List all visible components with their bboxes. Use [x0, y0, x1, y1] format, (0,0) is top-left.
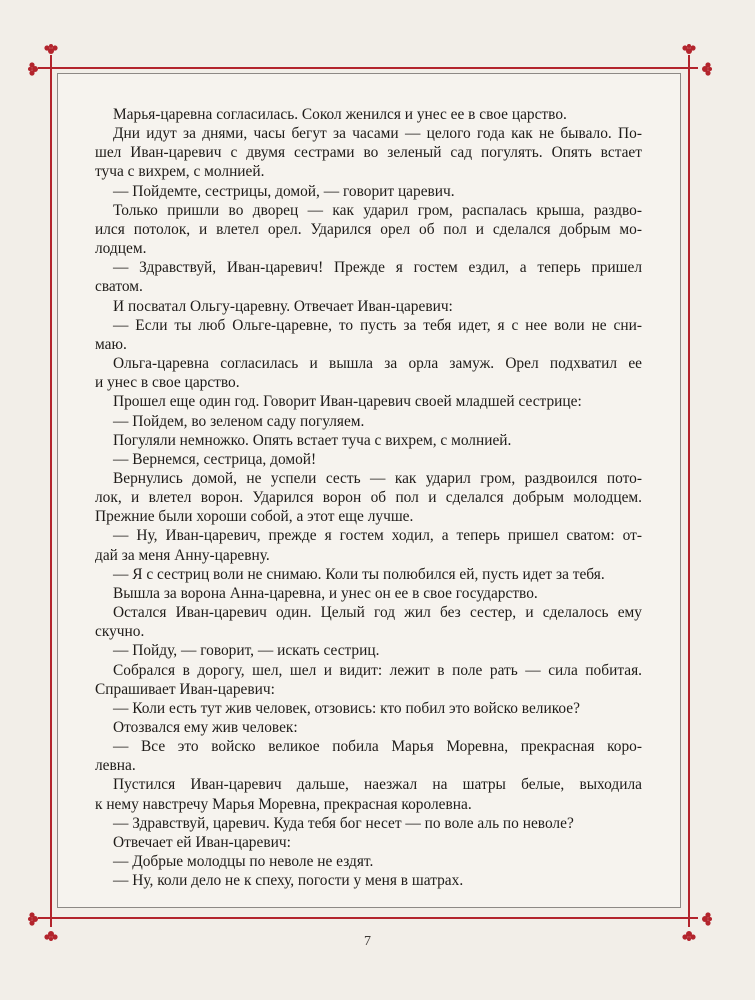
paragraph	[95, 603, 642, 641]
paragraph	[95, 124, 642, 181]
ornament-icon	[26, 60, 44, 78]
paragraph	[95, 182, 642, 201]
paragraph	[95, 412, 642, 431]
paragraph	[95, 775, 642, 813]
paragraph	[95, 699, 642, 718]
text-line: Пустился Иван-царевич дальше, наезжал на шатры белые, выходила	[113, 776, 642, 794]
paragraph	[95, 737, 642, 775]
paragraph	[95, 871, 642, 890]
paragraph	[95, 450, 642, 469]
text-line: и унес в свое царство.	[95, 374, 240, 392]
text-line: — Вернемся, сестрица, домой!	[113, 450, 317, 468]
text-line: Ольга-царевна согласилась и вышла за орла замуж. Орел подхватил ее	[113, 355, 642, 373]
text-line: туча с вихрем, с молнией.	[95, 163, 265, 181]
text-line: — Я с сестриц воли не снимаю. Коли ты полюбился ей, пусть идет за тебя.	[113, 565, 605, 583]
text-line: Остался Иван-царевич один. Целый год жил без сестер, и сделалось ему	[113, 604, 642, 622]
ornament-icon	[680, 42, 698, 60]
frame-line-top	[38, 67, 698, 69]
text-line: — Пойду, — говорит, — искать сестриц.	[113, 642, 380, 660]
frame-line-left	[50, 55, 52, 927]
text-line: левна.	[95, 757, 136, 775]
paragraph	[95, 814, 642, 833]
text-line: Только пришли во дворец — как ударил гром, распалась крыша, раздво-	[113, 201, 642, 219]
ornament-icon	[42, 42, 60, 60]
paragraph	[95, 833, 642, 852]
page-number: 7	[364, 934, 371, 949]
text-line: Собрался в дорогу, шел, шел и видит: лежит в поле рать — сила побитая.	[113, 661, 642, 679]
text-line: сватом.	[95, 278, 143, 296]
paragraph	[95, 316, 642, 354]
text-line: И посватал Ольгу-царевну. Отвечает Иван-царевич:	[113, 297, 453, 315]
ornament-icon	[696, 60, 714, 78]
frame-line-bottom	[38, 917, 698, 919]
text-line: Дни идут за днями, часы бегут за часами — целого года как не бывало. По-	[113, 125, 642, 143]
text-line: Марья-царевна согласилась. Сокол женился и унес ее в свое царство.	[113, 106, 567, 123]
text-line: шел Иван-царевич с двумя сестрами во зеленый сад погулять. Опять встает	[95, 144, 642, 162]
text-line: — Здравствуй, Иван-царевич! Прежде я гостем ездил, а теперь пришел	[113, 259, 642, 277]
text-line: — Если ты люб Ольге-царевне, то пусть за тебя идет, я с нее воли не сни-	[113, 316, 642, 334]
text-line: маю.	[95, 335, 127, 353]
paragraph	[95, 718, 642, 737]
paragraph	[95, 641, 642, 660]
paragraph	[95, 258, 642, 296]
paragraph	[95, 201, 642, 258]
text-line: лодцем.	[95, 240, 147, 258]
text-line: — Пойдемте, сестрицы, домой, — говорит царевич.	[113, 182, 455, 200]
text-line: — Здравствуй, царевич. Куда тебя бог несет — по воле аль по неволе?	[113, 814, 574, 832]
ornament-icon	[680, 925, 698, 943]
text-line: — Ну, Иван-царевич, прежде я гостем ходил, а теперь пришел сватом: от-	[113, 527, 642, 545]
paragraph	[95, 469, 642, 526]
text-line: — Все это войско великое побила Марья Моревна, прекрасная коро-	[113, 738, 642, 756]
text-line: Погуляли немножко. Опять встает туча с вихрем, с молнией.	[113, 431, 512, 449]
text-line: — Ну, коли дело не к спеху, погости у меня в шатрах.	[113, 872, 464, 890]
text-line: скучно.	[95, 623, 145, 641]
ornament-icon	[42, 925, 60, 943]
text-line: Вышла за ворона Анна-царевна, и унес он ее в свое государство.	[113, 584, 538, 602]
paragraph	[95, 105, 642, 124]
paragraph	[95, 354, 642, 392]
frame-line-right	[688, 55, 690, 927]
text-line: — Коли есть тут жив человек, отзовись: кто побил это войско великое?	[113, 699, 580, 717]
text-line: ился потолок, и влетел орел. Ударился орел об пол и сделался добрым мо-	[95, 220, 642, 238]
text-line: Отозвался ему жив человек:	[113, 719, 298, 736]
text-line: лок, и влетел ворон. Ударился ворон об пол и сделался добрым молодцем.	[95, 489, 642, 507]
story-text	[95, 105, 642, 890]
text-line: Спрашивает Иван-царевич:	[95, 680, 275, 698]
text-line: Прежние были хороши собой, а этот еще лучше.	[95, 508, 414, 526]
paragraph	[95, 661, 642, 699]
paragraph	[95, 392, 642, 411]
text-line: к нему навстречу Марья Моревна, прекрасная королевна.	[95, 795, 472, 813]
paragraph	[95, 584, 642, 603]
text-line: Вернулись домой, не успели сесть — как ударил гром, раздвоился пото-	[113, 469, 642, 487]
text-line: — Добрые молодцы по неволе не ездят.	[113, 853, 374, 871]
paragraph	[95, 431, 642, 450]
text-line: — Пойдем, во зеленом саду погуляем.	[113, 412, 365, 430]
paragraph	[95, 297, 642, 316]
paragraph	[95, 565, 642, 584]
text-line: Прошел еще один год. Говорит Иван-царевич своей младшей сестрице:	[113, 393, 582, 411]
text-line: дай за меня Анну-царевну.	[95, 546, 270, 564]
ornament-icon	[696, 910, 714, 928]
text-line: Отвечает ей Иван-царевич:	[113, 833, 291, 851]
paragraph	[95, 526, 642, 564]
paragraph	[95, 852, 642, 871]
